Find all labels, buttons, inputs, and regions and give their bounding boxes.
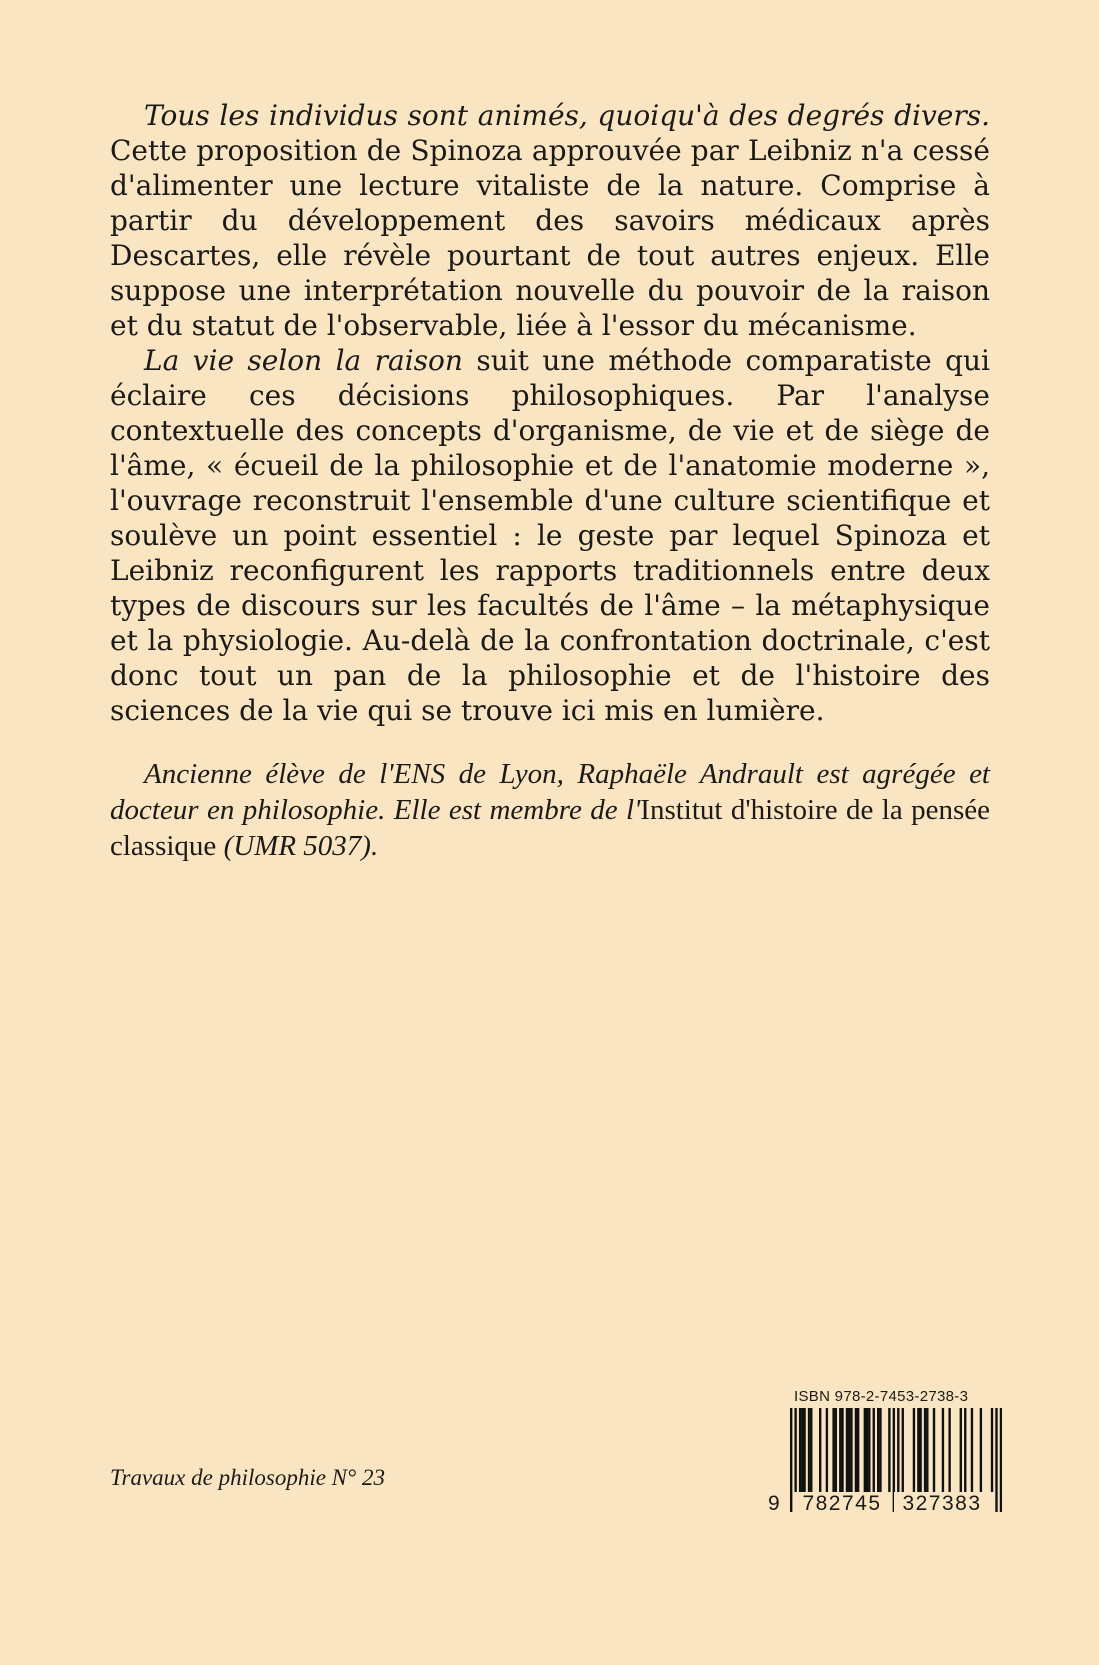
barcode-bar-3 — [801, 1408, 803, 1492]
barcode — [768, 1408, 1008, 1518]
barcode-bar-12 — [841, 1408, 843, 1492]
book-description — [110, 98, 990, 728]
barcode-bar-11 — [839, 1408, 841, 1492]
description-paragraph-2 — [110, 343, 990, 728]
barcode-bar-40 — [991, 1408, 993, 1492]
barcode-bar-29 — [917, 1408, 919, 1492]
description-paragraph-1 — [110, 98, 990, 343]
barcode-bar-32 — [926, 1408, 928, 1492]
barcode-bar-30 — [919, 1408, 921, 1492]
barcode-bar-4 — [803, 1408, 805, 1492]
barcode-bar-34 — [942, 1408, 944, 1492]
barcode-bar-28 — [913, 1408, 915, 1492]
barcode-bar-2 — [799, 1408, 801, 1492]
barcode-bar-10 — [835, 1408, 837, 1492]
barcode-bar-23 — [879, 1408, 881, 1492]
barcode-bar-15 — [850, 1408, 852, 1492]
author-bio — [110, 756, 990, 864]
bio-italic-2: (UMR 5037). — [223, 830, 379, 862]
barcode-bar-36 — [960, 1408, 962, 1492]
opening-quote: Tous les individus sont animés, quoiqu'à des degrés divers. — [144, 99, 990, 132]
barcode-bar-17 — [857, 1408, 859, 1492]
bio-institute: Institut d'histoire de la pensée classique — [110, 794, 990, 862]
barcode-bar-37 — [964, 1408, 966, 1492]
barcode-bar-35 — [948, 1408, 950, 1492]
isbn-barcode — [768, 1388, 1008, 1518]
barcode-bar-22 — [877, 1408, 879, 1492]
isbn-label: ISBN 978-2-7453-2738-3 — [794, 1388, 969, 1405]
barcode-bar-31 — [924, 1408, 926, 1492]
description-text-2: suit une méthode comparatiste qui éclaire ces décisions philosophiques. Par l'analyse contextuelle des concepts d'organisme, de vie et de siège de l'âme, « écueil de la philosophie et de l'anatomie moderne », l'ouvrage reconstruit l'ensemble d'une culture scientifique et soulève un point essentiel : le geste par lequel Spinoza et Leibniz reconfigurent les rapports traditionnels entre deux types de discours sur les facultés de l'âme – la métaphysique et la physiologie. Au-delà de la confrontation doctrinale, c'est donc tout un pan de la philosophie et de l'histoire des sciences de la vie qui se trouve ici mis en lumière. — [110, 344, 990, 727]
barcode-bar-8 — [826, 1408, 828, 1492]
barcode-bar-24 — [888, 1408, 890, 1492]
ean-left-digits: 782745 — [794, 1492, 890, 1516]
book-title-reference: La vie selon la raison — [144, 344, 463, 377]
series-label: Travaux de philosophie N° 23 — [110, 1465, 385, 1490]
barcode-bar-27 — [902, 1408, 904, 1492]
author-bio-paragraph — [110, 756, 990, 864]
bio-italic-1: Ancienne élève de l'ENS de Lyon, Raphaële Andrault est agrégée et docteur en philosophie. Elle est membre de l' — [110, 758, 990, 826]
barcode-bar-5 — [808, 1408, 810, 1492]
barcode-bar-14 — [848, 1408, 850, 1492]
ean-right-digits: 327383 — [894, 1492, 990, 1516]
ean-digits — [768, 1492, 1008, 1516]
barcode-bar-18 — [864, 1408, 866, 1492]
barcode-bar-19 — [866, 1408, 868, 1492]
barcode-bar-39 — [980, 1408, 982, 1492]
barcode-bar-33 — [933, 1408, 935, 1492]
barcode-bar-9 — [832, 1408, 834, 1492]
barcode-bar-13 — [846, 1408, 848, 1492]
ean-first-digit: 9 — [768, 1492, 780, 1515]
barcode-bar-20 — [868, 1408, 870, 1492]
barcode-bar-6 — [810, 1408, 812, 1492]
barcode-bar-21 — [873, 1408, 875, 1492]
description-text-1: Cette proposition de Spinoza approuvée par Leibniz n'a cessé d'alimenter une lecture vitaliste de la nature. Comprise à partir du développement des savoirs médicaux après Descartes, elle révèle pourtant de tout autres enjeux. Elle suppose une interprétation nouvelle du pouvoir de la raison et du statut de l'observable, liée à l'essor du mécanisme. — [110, 134, 990, 342]
barcode-bar-38 — [971, 1408, 973, 1492]
barcode-bar-7 — [819, 1408, 821, 1492]
barcode-bar-16 — [855, 1408, 857, 1492]
